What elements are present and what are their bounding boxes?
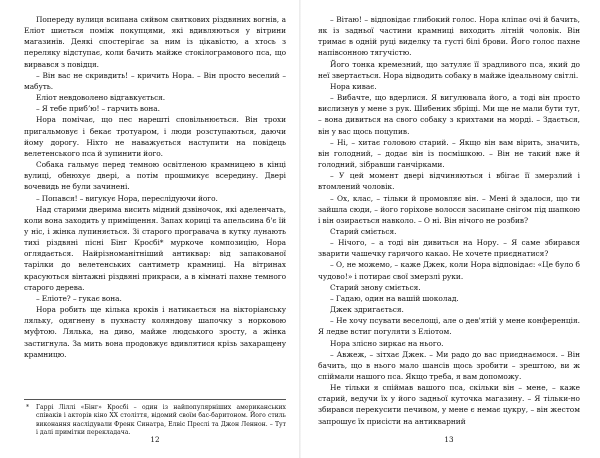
paragraph: Нора робить ще кілька кроків і натикається на вікторіанську ляльку, одягнену в пухнасту коляндову шапочку з норковою муфтою. Лялька, на диво, майже людського зросту, а жінка застигнула. За мить вона продовжує вдивлятися крізь захаращену крамницю. — [24, 305, 286, 359]
paragraph: Нора киває. — [330, 81, 377, 91]
paragraph: – Ні, – хитає головою старий. – Якщо він вам вірить, значить, він голодний, – додає він із посмішкою. – Він не такий вже й голодний, зібравши ганчірками. — [318, 137, 580, 170]
paragraph: – Ох, клас, – тільки й промовляє він. – Мені й здалося, що ти зайшла сюди, – його горіхове волосся засипане снігом під шапкою і він озирається навколо. – О ні. Він нічого не розбив? — [318, 193, 580, 225]
paragraph: Собака гальмує перед темною освітленою крамницею в кінці вулиці, обнюхує двері, а потім прошмикує всередину. Двері вочевидь не були зачинені. — [24, 160, 286, 192]
paragraph: Не тільки я спіймав вашого пса, скільки він – мене, – каже старий, ведучи їх у його задньої куточка магазину. – Я тільки-но збирався перекусити печивом, у мене є немає цукру, – він жестом запрошує їх присісти на антикварний — [318, 383, 580, 426]
footnote-block — [24, 391, 286, 438]
paragraph: Нора злісно зиркає на нього. — [330, 338, 444, 348]
left-page — [24, 14, 286, 444]
page-gutter — [299, 0, 301, 458]
paragraph: – Я тебе прибʼю! – гарчить вона. — [36, 104, 160, 114]
left-page-body — [24, 14, 286, 360]
right-page — [318, 14, 580, 444]
paragraph: Його тонка кремезний, що затуляє її зрадливого пса, який до неї звертається. Нора відводить собаку в майже ідеальному світлі. — [318, 59, 580, 80]
paragraph: Джек здригається. — [330, 305, 404, 315]
footnote-rule — [24, 399, 286, 400]
paragraph: Старий знову сміється. — [330, 282, 421, 292]
paragraph: – Він вас не скривдить! – кричить Нора. – Він просто веселий – мабуть. — [24, 70, 286, 91]
paragraph: Еліот невдоволено відгавкується. — [36, 93, 166, 103]
right-page-body — [318, 14, 580, 427]
paragraph: Старий сміється. — [330, 226, 397, 236]
paragraph: – Авжеж, – зітхає Джек. – Ми радо до вас приєднаємося. – Він бачить, що в нього мало шансів щось зробити – зрештою, ви ж спіймали нашого пса. Якщо треба, я вам допоможу. — [318, 349, 580, 381]
paragraph: Попереду вулиця всипана сяйвом святкових різдвяних вогнів, а Еліот шиється поміж покупцями, які вдивляються у вітрини магазинів. Деякі спостерігає за ним із цікавістю, а хтось з переляку відступає, коли бачить майже стокілограмового пса, що вирвався з повідця. — [24, 15, 286, 69]
footnote-mark: * — [26, 404, 30, 411]
paragraph: Нора помічає, що пес нарешті сповільнюється. Він трохи пригальмовує і бекає тротуаром, і люди розступаються, даючи йому дорогу. Ніхто не наважується наступити на повідець велетенського пса й зупинити його. — [24, 115, 286, 158]
paragraph: – Гадаю, один на вашій шоколад. — [330, 293, 459, 303]
paragraph: – Не хочу псувати веселощі, але о дев'ятій у мене конференція. Я ледве встиг погуляти з Еліотом. — [318, 316, 580, 337]
paragraph: – Вітаю! – відповідає глибокий голос. Нора кліпає очі й бачить, як із задньої частини крамниці виходить літній чоловік. Він тримає в одній руці виделку та густі білі брови. Його голос пахне напівсонною тягучістю. — [318, 15, 580, 58]
footnote-text: Гаррі Ліллі «Бінг» Кросбі – один із найпопулярніших американських співаків і акторів кіно XX століття, відомий своїм бас-баритоном. Його стиль виконання наслідували Френк Синатра, Елвіс Преслі та Джон Леннон. – Тут і далі примітки перекладача. — [36, 404, 286, 437]
page-number: 12 — [150, 435, 160, 444]
footnote — [24, 404, 286, 438]
paragraph: – Попався! – вигукує Нора, переслідуючи його. — [36, 193, 218, 203]
paragraph: – Еліоте? – гукає вона. — [36, 293, 122, 303]
paragraph: – У цей момент двері відчиняються і вбігає її змерзлий і втомлений чоловік. — [318, 171, 580, 192]
page-number: 13 — [444, 435, 454, 444]
paragraph: – О, не можемо, – каже Джек, коли Нора відповідає: «Це було б чудово!» і потирає свої змерзлі руки. — [318, 260, 580, 281]
paragraph: Над старими дверима висить мідний дзвіночок, які аделенчать, коли вона заходить у приміщення. Запах кориці та апельсина б'є їй у ніс, і жінка лупиняється. Зі старого програвача в кутку лунають тихі різдвяні пісні Бінг Кросбі* муркоче композицію, Нора оглядається. Найрізноманітніший антиквар: від запакованої тарілки до велетенських сантиметр крамниці. На вітринах красуються вінтажні різдвяні прикраси, а в кімнаті пахне темного старого дерева. — [24, 204, 286, 292]
paragraph: – Вибачте, що вдерлися. Я вигулювала його, а тоді він просто вислизнув у мене з рук. Шибеник збріщі. Ми ще не мали бути тут, – вона дивиться на свого собаку з крихтами на морді. – Здається, він у вас щось поцупив. — [318, 93, 580, 136]
paragraph: – Нічого, – а тоді він дивиться на Нору. – Я саме збирався зварити чашечку гарячого какао. Не хочете приєднатися? — [318, 238, 580, 259]
